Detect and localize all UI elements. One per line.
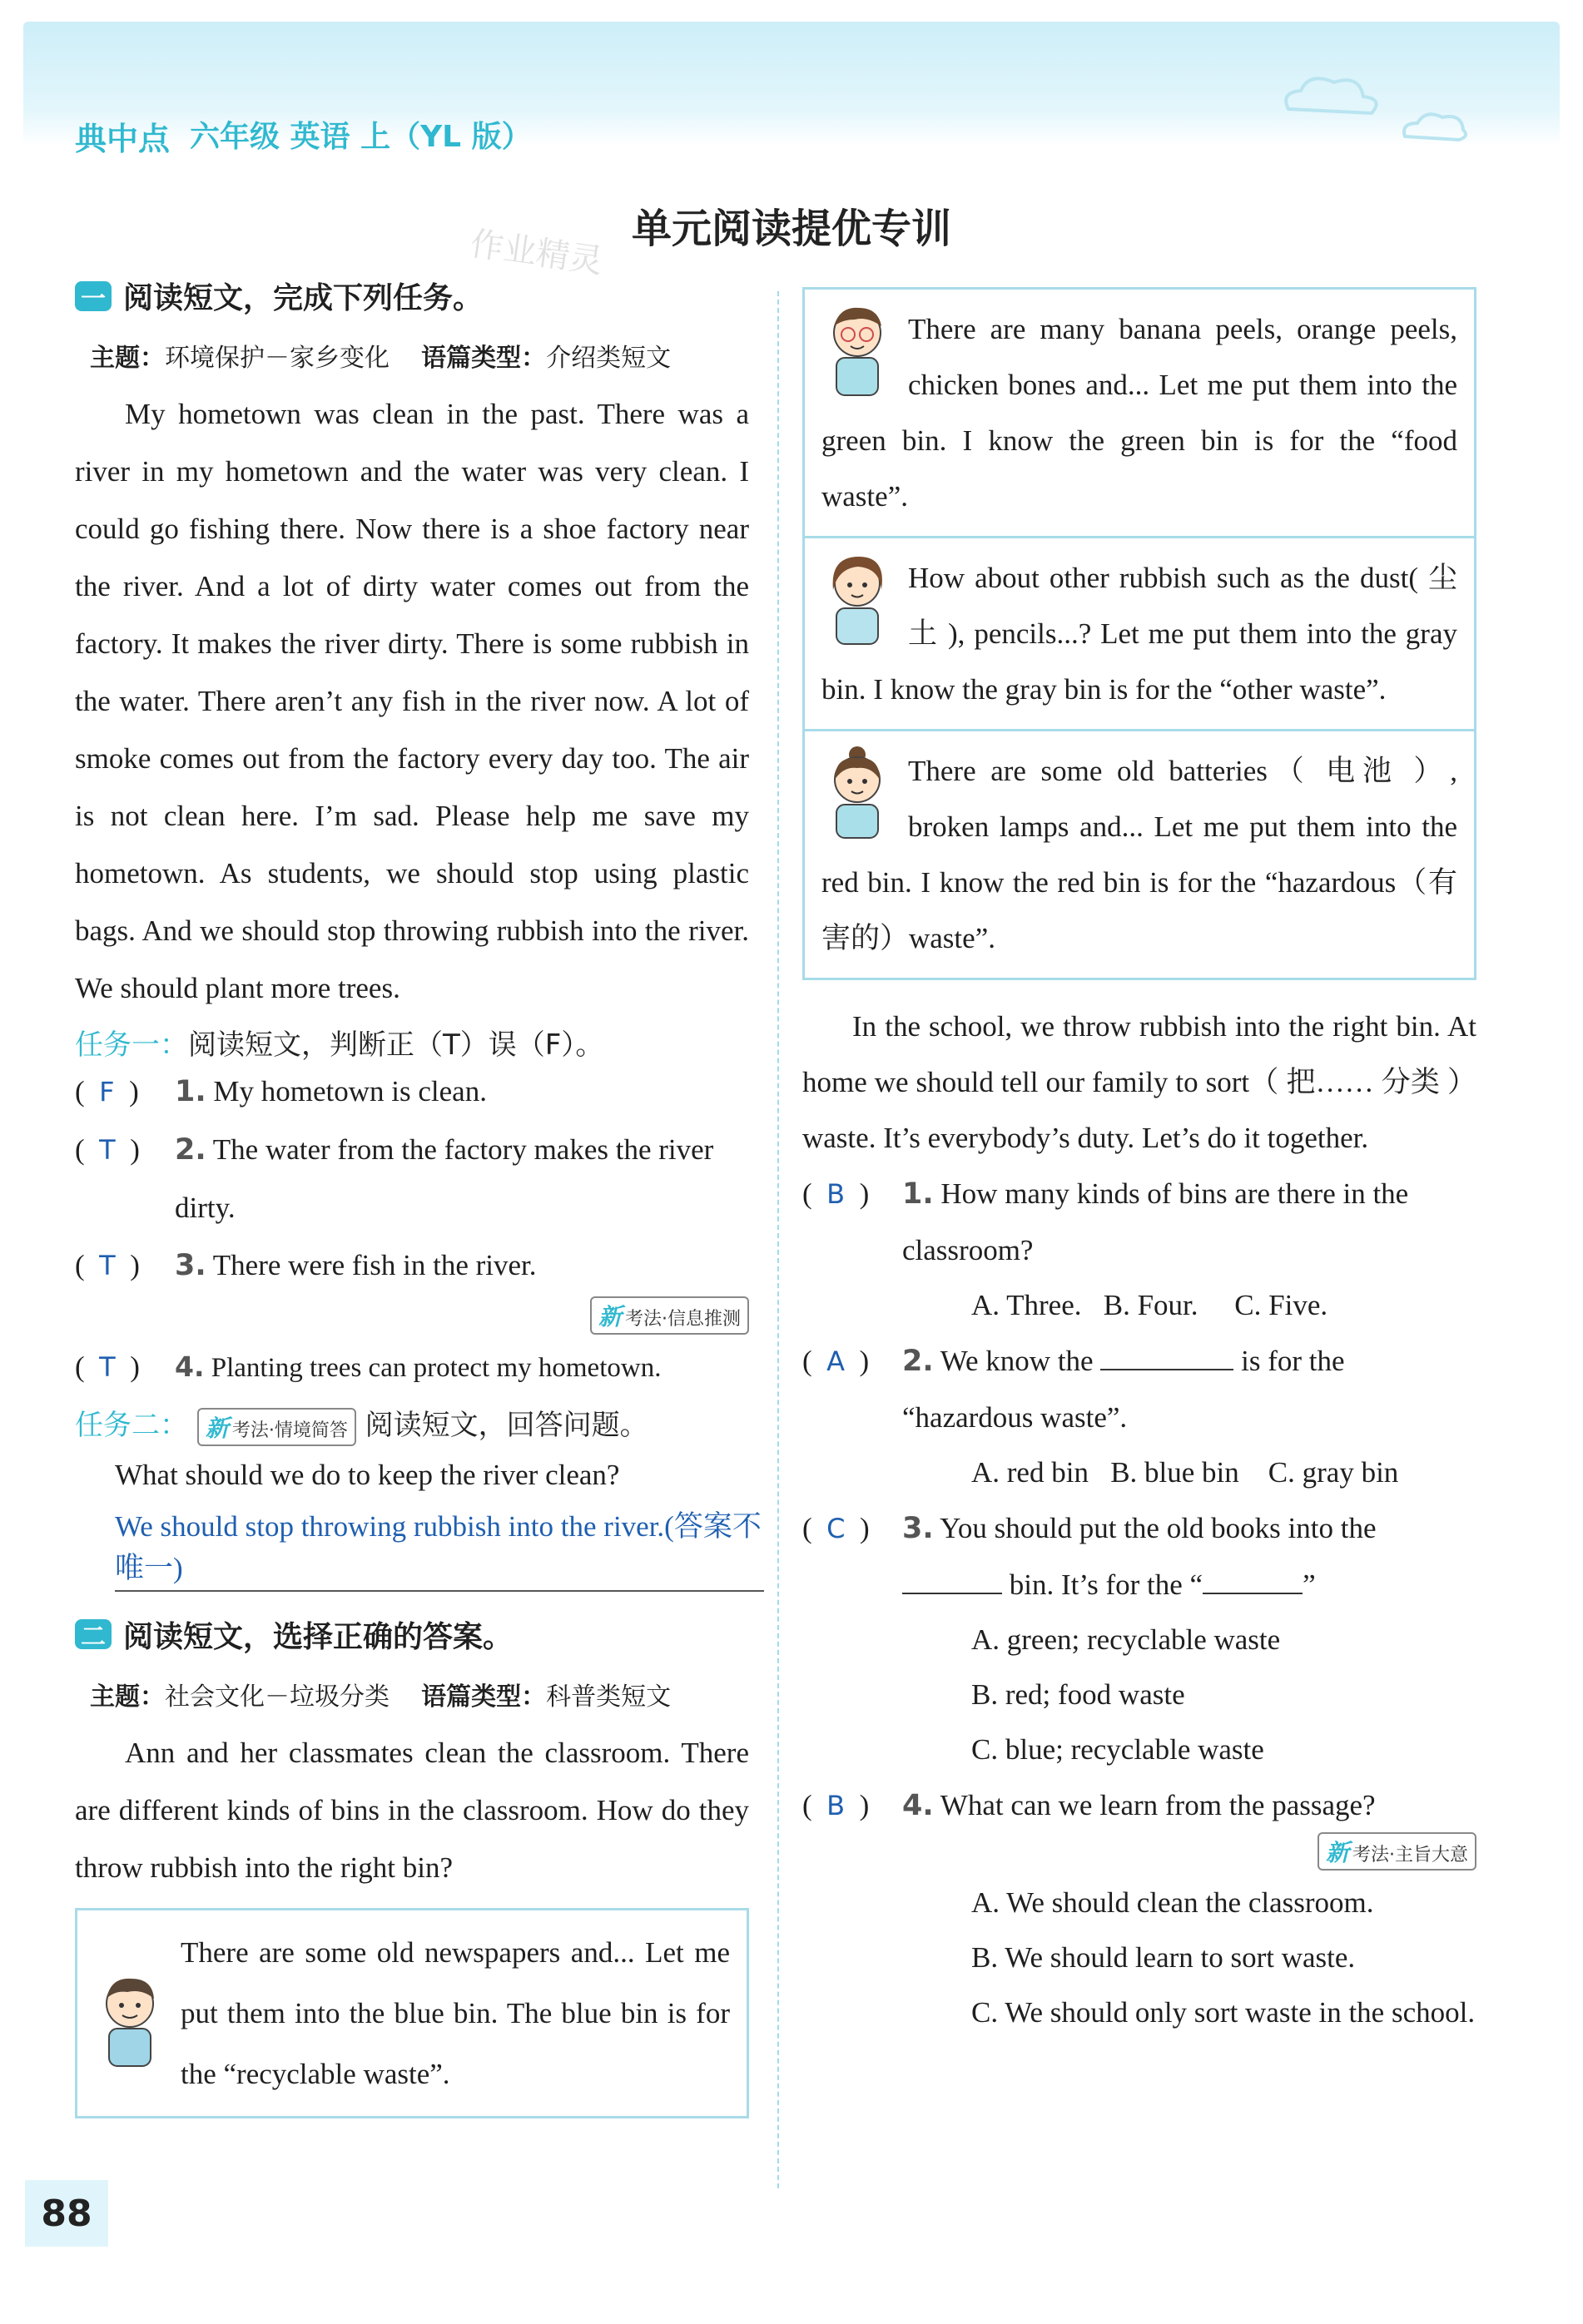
right-column [802,287,1476,2040]
answer-mark: T [99,1351,116,1383]
section-2-heading: 二 阅读短文，选择正确的答案。 [75,1613,749,1656]
speech-box: There are some old batteries（ 电池 ）, broken lamps and... Let me put them into the red bin. I know the red bin is for the “hazardous（有害的）waste”. [802,731,1476,980]
section-badge: 一 [75,281,112,311]
mc-options: A. Three. B. Four. C. Five. [971,1289,1328,1321]
section-1-meta: 主题：环境保护－家乡变化 语篇类型：介绍类短文 [90,344,672,373]
boy-avatar-icon [94,1972,166,2070]
girl-bun-avatar-icon [821,743,893,841]
tf-question: ( T ) 3. There were fish in the river. [75,1249,537,1282]
task-2-heading: 任务二： 新 考法·情境简答 阅读短文，回答问题。 [75,1402,749,1446]
task-2-answer: We should stop throwing rubbish into the river.(答案不唯一) [115,1504,764,1592]
mc-question: ( B ) 1. How many kinds of bins are there in the classroom? [802,1177,1409,1266]
column-divider [777,291,779,2188]
tf-question: ( T ) 2. The water from the factory makes the river dirty. [75,1133,714,1224]
answer-mark: B [826,1790,846,1821]
mc-options: A. red bin B. blue bin C. gray bin [971,1456,1399,1489]
answer-mark: T [99,1250,116,1281]
speech-box: There are many banana peels, orange peels, chicken bones and... Let me put them into the green bin. I know the green bin is for the “food waste”. [802,287,1476,538]
task-2-question: What should we do to keep the river clean? [115,1458,620,1491]
tf-question: ( T ) 4. Planting trees can protect my hometown. [75,1350,662,1383]
passage-2-closing: In the school, we throw rubbish into the right bin. At home we should tell our family to sort（ 把…… 分类 ）waste. It’s everybody’s duty. Let’s do it together. [802,1010,1476,1154]
brand-logo: 典中点 [75,121,171,157]
boy-glasses-avatar-icon [821,301,893,399]
exam-tag: 新 考法·信息推测 [75,1296,749,1335]
tf-question: ( F ) 1. My hometown is clean. [75,1075,487,1108]
page-title: 单元阅读提优专训 [631,206,951,252]
mc-question: ( B ) 4. What can we learn from the passage? [802,1789,1376,1822]
task-1-heading: 任务一：阅读短文，判断正（T）误（F）。 [75,1028,604,1062]
passage-1: My hometown was clean in the past. There was a river in my hometown and the water was very clean. I could go fishing there. Now there is a shoe factory near the river. And a lot of dirty water comes out from the factory. It makes the river dirty. There is some rubbish in the water. There aren’t any fish in the river now. A lot of smoke comes out from the factory every day too. The air is not clean here. I’m sad. Please help me save my hometown. As students, we should stop using plastic bags. And we should stop throwing rubbish into the river. We should plant more trees. [75,398,749,1004]
speech-box: How about other rubbish such as the dust( 尘土 ), pencils...? Let me put them into the gray bin. I know the gray bin is for the “other waste”. [802,538,1476,731]
mc-options: A. green; recyclable waste B. red; food waste C. blue; recyclable waste [971,1623,1281,1766]
answer-mark: T [99,1134,116,1166]
section-2-meta: 主题：社会文化－垃圾分类 语篇类型：科普类短文 [90,1682,672,1712]
cloud-icon [1397,105,1471,146]
cloud-icon [1272,67,1388,126]
answer-mark: B [826,1178,846,1210]
page-header-band [23,22,1560,157]
section-badge: 二 [75,1619,112,1649]
passage-2-intro: Ann and her classmates clean the classroom. There are different kinds of bins in the classroom. How do they throw rubbish into the right bin? [75,1736,749,1884]
answer-mark: C [826,1513,846,1544]
mc-question: ( A ) 2. We know the is for the “hazardous waste”. [802,1345,1345,1434]
left-column [75,275,762,2118]
watermark: 作业精灵 [468,225,605,281]
section-1-heading: 一 阅读短文，完成下列任务。 [75,275,749,317]
answer-mark: F [99,1076,115,1107]
mc-options: A. We should clean the classroom. B. We should learn to sort waste. C. We should only sort waste in the school. [971,1886,1476,2029]
page-number: 88 [25,2180,108,2247]
girl-avatar-icon [821,550,893,648]
answer-mark: A [826,1345,846,1377]
exam-tag: 新 考法·主旨大意 [802,1832,1476,1871]
book-title: 六年级 英语 上（YL 版） [190,120,532,154]
speech-box: There are some old newspapers and... Let me put them into the blue bin. The blue bin is for the “recyclable waste”. [75,1908,749,2118]
mc-question: ( C ) 3. You should put the old books into the bin. It’s for the “ ” [802,1512,1377,1601]
